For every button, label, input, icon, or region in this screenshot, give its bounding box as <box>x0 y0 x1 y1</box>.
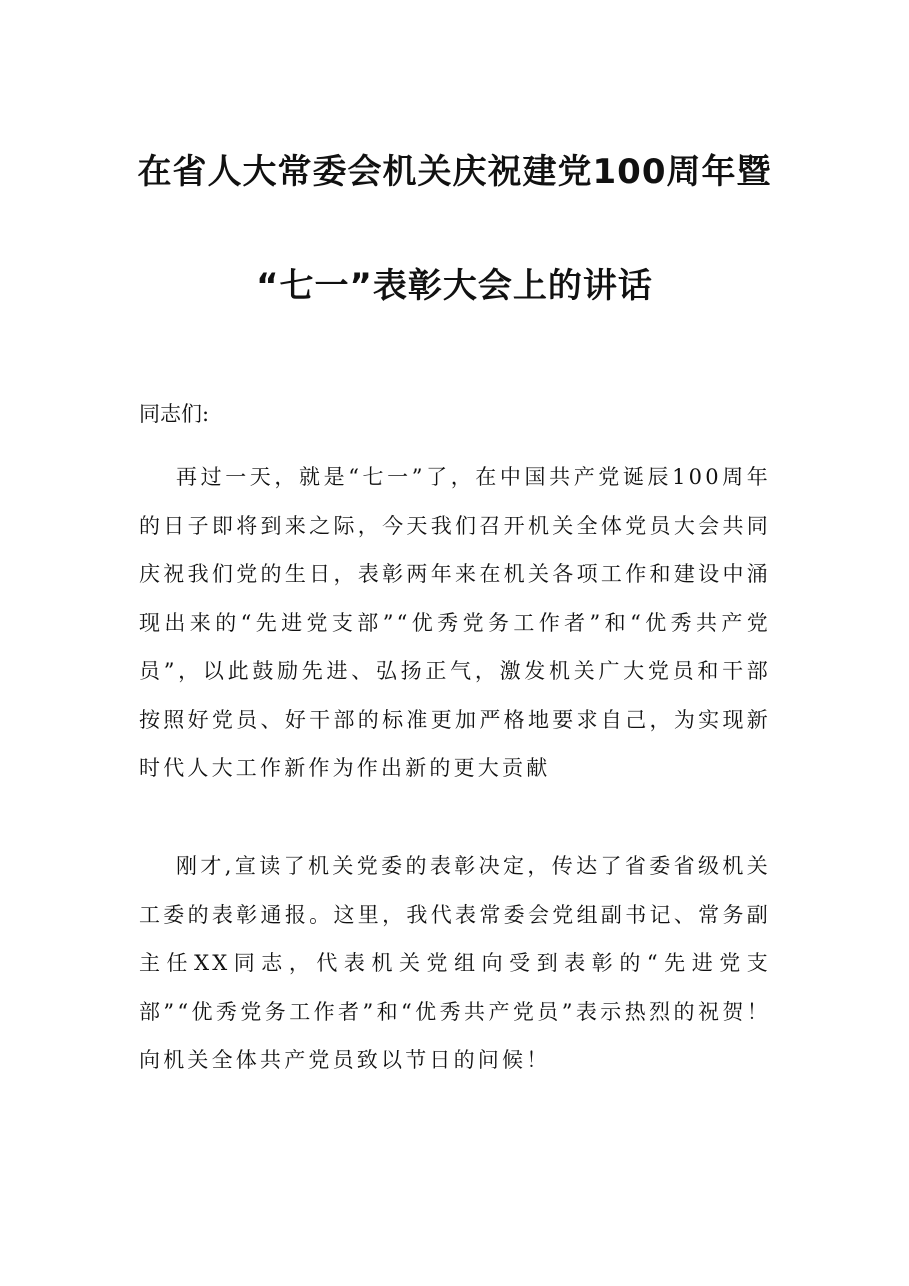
paragraph-2: 刚才,宣读了机关党委的表彰决定，传达了省委省级机关工委的表彰通报。这里，我代表常委会党组副书记、常务副主任XX同志，代表机关党组向受到表彰的“先进党支部”“优秀党务工作者”和“优秀共产党员”表示热烈的祝贺！向机关全体共产党员致以节日的问候！ <box>139 854 771 1072</box>
document-title-line-1: 在省人大常委会机关庆祝建党100周年暨 <box>137 152 772 192</box>
salutation: 同志们: <box>139 402 210 426</box>
document-title-line-2: “七一”表彰大会上的讲话 <box>256 266 653 306</box>
paragraph-1: 再过一天，就是“七一”了，在中国共产党诞辰100周年的日子即将到来之际，今天我们召开机关全体党员大会共同庆祝我们党的生日，表彰两年来在机关各项工作和建设中涌现出来的“先进党支部”“优秀党务工作者”和“优秀共产党员”，以此鼓励先进、弘扬正气，激发机关广大党员和干部按照好党员、好干部的标准更加严格地要求自己，为实现新时代人大工作新作为作出新的更大贡献 <box>139 465 771 780</box>
